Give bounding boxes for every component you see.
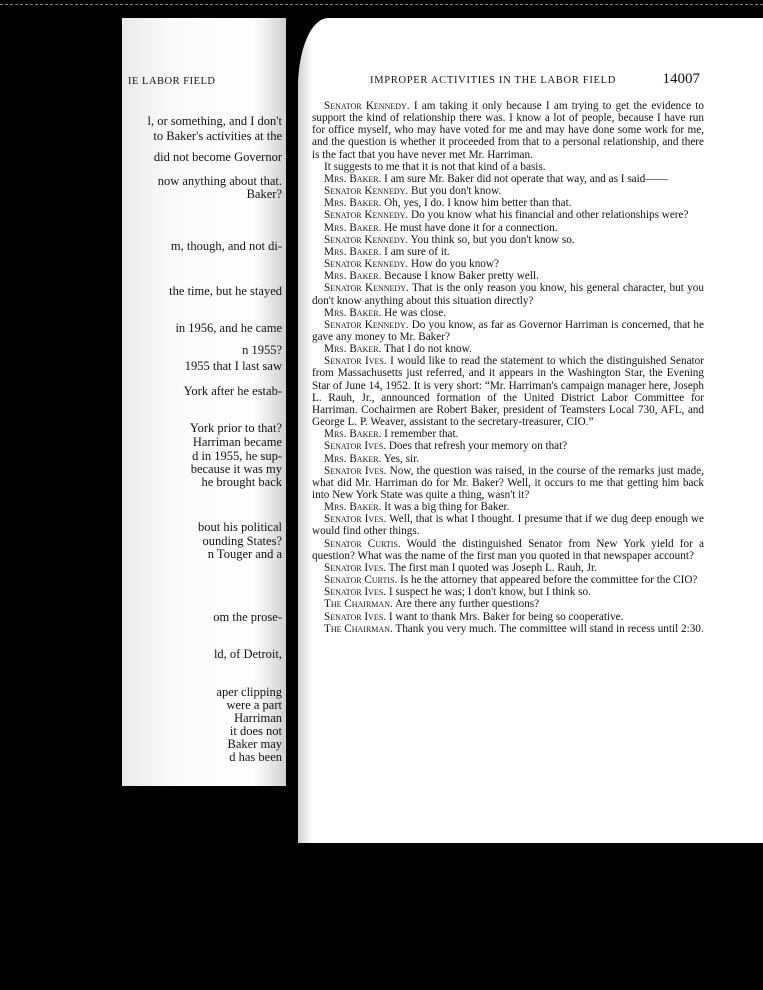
transcript-paragraph xyxy=(312,246,704,258)
transcript-paragraph xyxy=(312,319,704,343)
transcript-paragraph xyxy=(312,586,704,598)
speaker-name: Mrs. Baker. xyxy=(324,245,382,258)
left-page-line: n Touger and a xyxy=(207,547,282,561)
transcript-paragraph xyxy=(312,562,704,574)
right-page xyxy=(298,18,763,843)
transcript-paragraph xyxy=(312,173,704,185)
scan-top-edge xyxy=(0,0,763,5)
speaker-name: Senator Ives. xyxy=(324,513,387,526)
transcript-paragraph xyxy=(312,307,704,319)
left-page-line: now anything about that. xyxy=(157,174,282,188)
transcript-paragraph xyxy=(312,501,704,513)
speaker-name: Mrs. Baker. xyxy=(324,343,382,356)
speaker-name: Senator Ives. xyxy=(324,561,387,574)
transcript-paragraph xyxy=(312,513,704,537)
speech-text: Do you know, as far as Governor Harriman is concerned, that he gave any money to Mr. Baker? xyxy=(312,318,704,343)
left-page-line: Baker? xyxy=(246,187,282,201)
speech-text: It was a big thing for Baker. xyxy=(381,501,510,514)
left-page-line: he brought back xyxy=(201,475,282,489)
left-page-line: n 1955? xyxy=(242,343,282,357)
transcript-paragraph xyxy=(312,453,704,465)
transcript-paragraph xyxy=(312,428,704,440)
left-page-line: ld, of Detroit, xyxy=(213,647,282,661)
speech-text: Are there any further questions? xyxy=(392,598,540,611)
transcript-paragraph xyxy=(312,623,704,635)
transcript-paragraph xyxy=(312,574,704,586)
left-page-line: 1955 that I last saw xyxy=(184,359,282,373)
speaker-name: Senator Kennedy. xyxy=(324,185,409,198)
speech-text: Does that refresh your memory on that? xyxy=(386,440,568,453)
page-header xyxy=(370,71,700,91)
speaker-name: Mrs. Baker. xyxy=(324,197,382,210)
speaker-name: Senator Kennedy. xyxy=(324,282,409,295)
speech-text: Oh, yes, I do. I know him better than that. xyxy=(381,197,572,210)
left-page-line: the time, but he stayed xyxy=(169,284,282,298)
transcript-paragraph xyxy=(312,355,704,428)
speaker-name: Mrs. Baker. xyxy=(324,306,382,319)
transcript-paragraph xyxy=(312,234,704,246)
transcript-paragraph xyxy=(312,100,704,161)
left-page-line: om the prose- xyxy=(213,610,282,624)
speaker-name: Senator Kennedy. xyxy=(324,100,410,112)
speaker-name: Senator Ives. xyxy=(324,440,387,453)
left-page-line: aper clipping xyxy=(216,685,282,699)
speaker-name: Senator Curtis. xyxy=(324,574,398,587)
speaker-name: Mrs. Baker. xyxy=(324,270,382,283)
speaker-name: Senator Ives. xyxy=(324,355,387,368)
speech-text: I am sure of it. xyxy=(381,245,450,258)
transcript-paragraph xyxy=(312,270,704,282)
speaker-name: Mrs. Baker. xyxy=(324,452,382,465)
left-page-line: because it was my xyxy=(190,462,282,476)
left-page-line: were a part xyxy=(226,698,282,712)
speaker-name: The Chairman. xyxy=(324,622,393,635)
speech-text: I want to thank Mrs. Baker for being so cooperative. xyxy=(386,610,624,623)
speech-text: Would the distinguished Senator from New York yield for a question? What was the name of the first man you quoted in that newspaper account? xyxy=(312,537,704,562)
left-page-line: to Baker's activities at the xyxy=(153,129,282,143)
speech-text: He was close. xyxy=(381,306,446,319)
speech-text: Now, the question was raised, in the course of the remarks just made, what did Mr. Harriman do for Mr. Baker? Well, it occurs to me that getting him back into New York State was quite a thing, wasn't it? xyxy=(312,464,704,501)
left-page-line: Harriman xyxy=(234,711,282,725)
speech-text: Is he the attorney that appeared before the committee for the CIO? xyxy=(397,574,698,587)
left-page-line: d in 1955, he sup- xyxy=(192,449,282,463)
speech-text: Well, that is what I thought. I presume that if we dug deep enough we would find other things. xyxy=(312,513,704,538)
left-running-head: IE LABOR FIELD xyxy=(128,76,216,87)
speaker-name: Senator Ives. xyxy=(324,586,387,599)
speaker-name: Senator Ives. xyxy=(324,610,387,623)
left-page-line: m, though, and not di- xyxy=(170,239,282,253)
body-text xyxy=(312,100,704,635)
left-page-line: York after he estab- xyxy=(183,384,282,398)
speaker-name: The Chairman. xyxy=(324,598,393,611)
left-page-line: ounding States? xyxy=(202,534,282,548)
speaker-name: Senator Kennedy. xyxy=(324,233,409,246)
transcript-paragraph xyxy=(312,282,704,306)
left-page-line: it does not xyxy=(229,724,282,738)
page-number: 14007 xyxy=(662,71,700,87)
transcript-paragraph xyxy=(312,197,704,209)
speech-text: Do you know what his financial and other relationships were? xyxy=(408,209,689,222)
speech-text: Because I know Baker pretty well. xyxy=(381,270,539,283)
speech-text: You think so, but you don't know so. xyxy=(408,233,575,246)
running-head: IMPROPER ACTIVITIES IN THE LABOR FIELD xyxy=(370,75,617,86)
speaker-name: Mrs. Baker. xyxy=(324,501,382,514)
transcript-paragraph xyxy=(312,258,704,270)
speech-text: But you don't know. xyxy=(408,185,502,198)
speech-text: He must have done it for a connection. xyxy=(381,221,558,234)
transcript-paragraph xyxy=(312,209,704,221)
speech-text: Yes, sir. xyxy=(381,452,419,465)
speaker-name: Senator Ives. xyxy=(324,464,387,477)
speech-text: I suspect he was; I don't know, but I think so. xyxy=(386,586,591,599)
speaker-name: Mrs. Baker. xyxy=(324,221,382,234)
transcript-paragraph xyxy=(312,185,704,197)
left-page-line: did not become Governor xyxy=(153,150,282,164)
speaker-name: Senator Kennedy. xyxy=(324,258,409,271)
left-page-line: l, or something, and I don't xyxy=(147,114,282,128)
speech-text: I am taking it only because I am trying to get the evidence to support the kind of relationship there was. I know a lot of people, because I have run for office myself, who may have voted for me and may have done some work for me, and the question is whether it proceeded from that to a personal relationship, and there is the fact that you have never met Mr. Harriman. xyxy=(312,100,704,161)
speaker-name: Mrs. Baker. xyxy=(324,428,382,441)
speech-text: It suggests to me that it is not that kind of a basis. xyxy=(324,160,546,173)
transcript-paragraph xyxy=(312,465,704,501)
left-page-line: Baker may xyxy=(227,737,282,751)
speech-text: I remember that. xyxy=(381,428,459,441)
speech-text: I am sure Mr. Baker did not operate that way, and as I said—— xyxy=(381,172,668,185)
left-page-line: Harriman became xyxy=(192,435,282,449)
transcript-paragraph xyxy=(312,161,704,173)
speech-text: That is the only reason you know, his general character, but you don't know anything about this situation directly? xyxy=(312,282,704,307)
transcript-paragraph xyxy=(312,611,704,623)
transcript-paragraph xyxy=(312,440,704,452)
speaker-name: Senator Kennedy. xyxy=(324,209,409,222)
transcript-paragraph xyxy=(312,598,704,610)
speech-text: That I do not know. xyxy=(381,343,472,356)
speaker-name: Senator Kennedy. xyxy=(324,318,409,331)
speech-text: Thank you very much. The committee will stand in recess until 2:30. xyxy=(392,622,704,635)
left-page-line: York prior to that? xyxy=(189,421,282,435)
transcript-paragraph xyxy=(312,222,704,234)
speech-text: I would like to read the statement to which the distinguished Senator from Massachusetts just referred, and it appears in the Washington Star, the Evening Star of June 14, 1952. It is very short: “Mr. Harriman's campaign manager here, Joseph L. Rauh, Jr., announced formation of the United District Labor Committee for Harriman. Cochairmen are Robert Baker, president of Teamsters Local 730, AFL, and George L. P. Weaver, assistant to the secretary-treasurer, CIO.” xyxy=(312,355,704,429)
speech-text: The first man I quoted was Joseph L. Rauh, Jr. xyxy=(386,561,597,574)
left-page-fragment xyxy=(122,18,286,786)
speech-text: How do you know? xyxy=(408,258,499,271)
left-page-line: d has been xyxy=(229,750,282,764)
left-page-line: in 1956, and he came xyxy=(175,321,282,335)
speaker-name: Mrs. Baker. xyxy=(324,172,382,185)
transcript-paragraph xyxy=(312,538,704,562)
speaker-name: Senator Curtis. xyxy=(324,537,401,550)
transcript-paragraph xyxy=(312,343,704,355)
left-page-line: bout his political xyxy=(197,520,282,534)
